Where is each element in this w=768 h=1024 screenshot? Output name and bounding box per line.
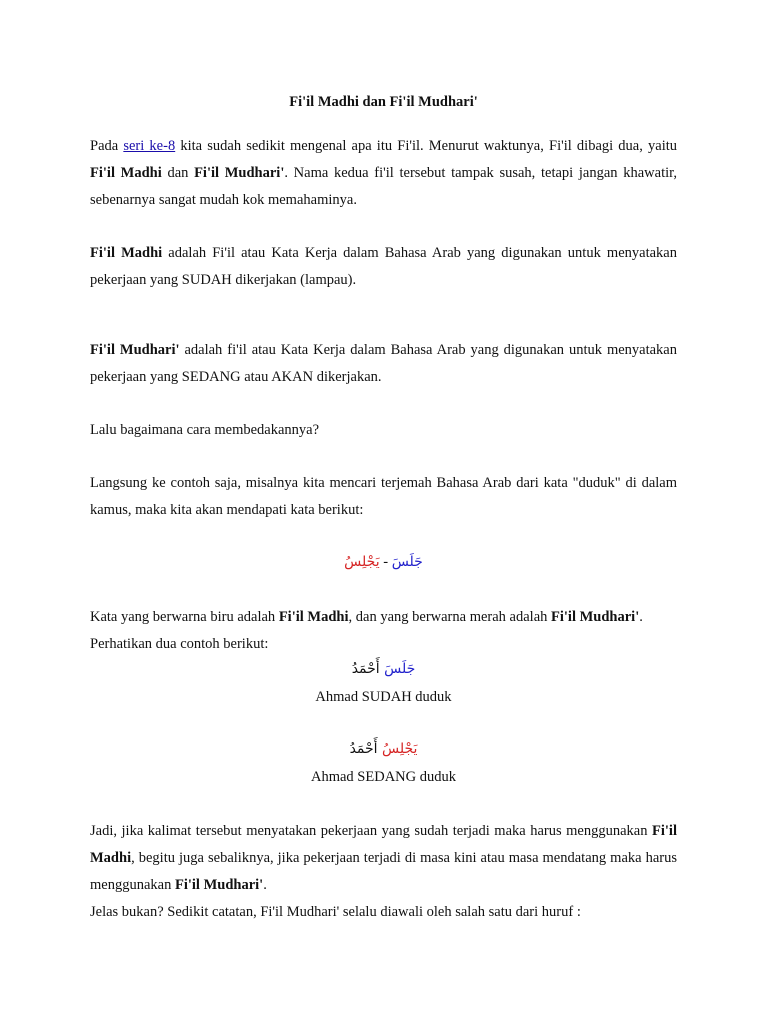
example-2-noun: أَحْمَدُ [349,741,382,757]
color-term-mudhari: Fi'il Mudhari' [551,609,640,625]
example-2-sentence [350,741,418,757]
paragraph-madhi-definition [90,240,677,294]
paragraph-color-explanation [90,604,677,658]
example-2-arabic [90,736,677,763]
example-1-noun: أَحْمَدُ [351,661,385,677]
mudhari-term: Fi'il Mudhari' [90,342,180,358]
color-text-d: Perhatikan dua contoh berikut: [90,636,269,652]
arabic-pair-separator: - [379,554,392,570]
example-1-arabic [90,656,677,683]
seri-ke-8-link[interactable]: seri ke-8 [123,138,176,154]
example-1-verb: جَلَسَ [384,661,416,677]
paragraph-note: Jelas bukan? Sedikit catatan, Fi'il Mudhari' selalu diawali oleh salah satu dari huruf : [90,904,581,920]
paragraph-example-intro: Langsung ke contoh saja, misalnya kita mencari terjemah Bahasa Arab dari kata "duduk" di dalam kamus, maka kita akan mendapati kata berikut: [90,475,677,518]
madhi-definition-text: adalah Fi'il atau Kata Kerja dalam Bahasa Arab yang digunakan untuk menyatakan pekerjaan yang SUDAH dikerjakan (lampau). [90,245,677,288]
paragraph-conclusion [90,818,677,899]
intro-text-a: Pada [90,138,124,154]
color-text-a: Kata yang berwarna biru adalah [90,609,279,625]
color-text-c: . [639,609,643,625]
arabic-madhi-verb: جَلَسَ [391,554,423,570]
intro-text-c: dan [161,165,195,181]
intro-term-madhi: Fi'il Madhi [90,165,162,181]
conclusion-term-madhi: Fi'il Madhi [90,823,677,866]
madhi-term: Fi'il Madhi [90,245,163,261]
example-1-translation: Ahmad SUDAH duduk [315,689,452,705]
conclusion-term-mudhari: Fi'il Mudhari' [174,877,264,893]
paragraph-intro [90,133,677,214]
color-term-madhi: Fi'il Madhi [278,609,349,625]
arabic-verb-pair [90,549,677,576]
document-title: Fi'il Madhi dan Fi'il Mudhari' [289,94,478,110]
color-text-b: , dan yang berwarna merah adalah [348,609,552,625]
conclusion-text-a: Jadi, jika kalimat tersebut menyatakan pekerjaan yang sudah terjadi maka harus menggunakan [90,823,653,839]
conclusion-text-c: . [263,877,267,893]
arabic-mudhari-verb: يَجْلِسُ [344,554,380,570]
intro-text-d: . Nama kedua fi'il tersebut tampak susah, tetapi jangan khawatir, sebenarnya sangat mudah kok memahaminya. [90,165,677,208]
conclusion-text-b: , begitu juga sebaliknya, jika pekerjaan terjadi di masa kini atau masa mendatang maka harus menggunakan [90,850,677,893]
intro-text-b: kita sudah sedikit mengenal apa itu Fi'il. Menurut waktunya, Fi'il dibagi dua, yaitu [175,138,678,154]
example-1-sentence [352,661,416,677]
example-2-translation: Ahmad SEDANG duduk [311,769,456,785]
intro-term-mudhari: Fi'il Mudhari' [194,165,285,181]
example-2-verb: يَجْلِسُ [382,741,418,757]
paragraph-question: Lalu bagaimana cara membedakannya? [90,422,320,438]
paragraph-mudhari-definition [90,337,677,391]
mudhari-definition-text: adalah fi'il atau Kata Kerja dalam Bahasa Arab yang digunakan untuk menyatakan pekerjaan yang SEDANG atau AKAN dikerjakan. [90,342,677,385]
